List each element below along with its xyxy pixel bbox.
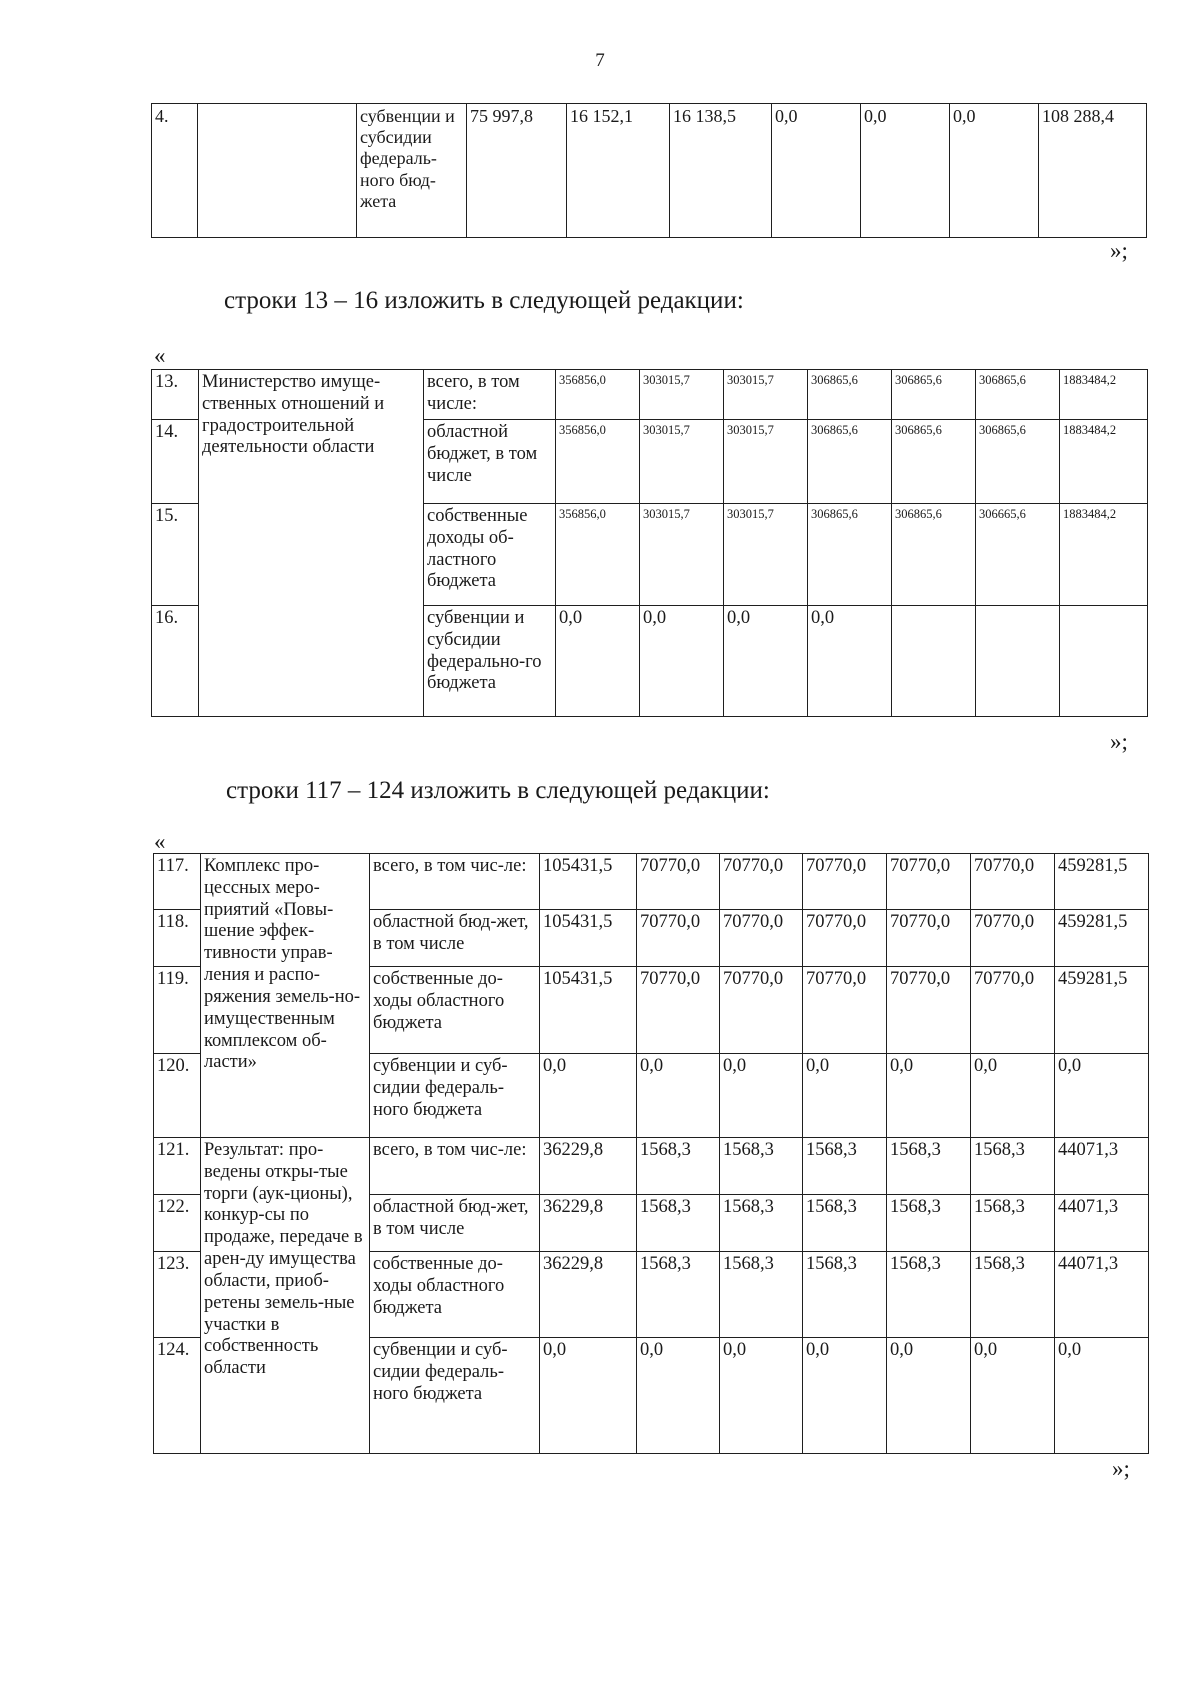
row-number: 16.	[152, 606, 199, 717]
value-cell: 70770,0	[803, 854, 887, 910]
value-cell: 0,0	[637, 1338, 720, 1454]
value-cell: 70770,0	[887, 854, 971, 910]
table-row	[152, 104, 1147, 238]
row-number: 117.	[154, 854, 201, 910]
value-cell: 70770,0	[971, 854, 1055, 910]
value-cell	[976, 606, 1060, 717]
row-source: собственные до-ходы областного бюджета	[370, 967, 540, 1054]
row-number: 121.	[154, 1138, 201, 1195]
closing-quote: »;	[1110, 729, 1128, 754]
value-cell: 70770,0	[971, 910, 1055, 967]
value-cell: 356856,0	[556, 420, 640, 504]
row-number: 14.	[152, 420, 199, 504]
value-cell: 70770,0	[720, 854, 803, 910]
table-row	[154, 1138, 1149, 1195]
row-number: 120.	[154, 1054, 201, 1138]
value-cell: 0,0	[720, 1338, 803, 1454]
value-cell: 70770,0	[971, 967, 1055, 1054]
value-cell: 0,0	[971, 1338, 1055, 1454]
page-number: 7	[595, 50, 605, 71]
value-cell: 303015,7	[640, 504, 724, 606]
opening-quote: «	[154, 343, 166, 368]
value-cell: 306865,6	[976, 420, 1060, 504]
value-cell: 0,0	[950, 104, 1039, 238]
value-cell: 1568,3	[887, 1138, 971, 1195]
row-number: 119.	[154, 967, 201, 1054]
value-cell: 0,0	[887, 1054, 971, 1138]
value-cell: 70770,0	[720, 967, 803, 1054]
row-number: 13.	[152, 370, 199, 420]
value-cell: 303015,7	[724, 420, 808, 504]
value-cell: 1883484,2	[1060, 370, 1148, 420]
row-name: Результат: про-ведены откры-тые торги (аук-ционы), конкур-сы по продаже, передаче в арен-ду имущества области, приоб-ретены земель-ные участки в собственность области	[201, 1138, 370, 1454]
closing-quote: »;	[1112, 1456, 1130, 1481]
value-cell: 1568,3	[971, 1195, 1055, 1252]
value-cell: 1568,3	[803, 1195, 887, 1252]
value-cell: 1568,3	[637, 1252, 720, 1338]
row-name	[198, 104, 357, 238]
value-cell: 0,0	[556, 606, 640, 717]
value-cell: 1883484,2	[1060, 504, 1148, 606]
value-cell: 0,0	[640, 606, 724, 717]
row-source: собственные доходы об-ластного бюджета	[424, 504, 556, 606]
row-number: 15.	[152, 504, 199, 606]
value-cell: 1568,3	[971, 1138, 1055, 1195]
row-number: 122.	[154, 1195, 201, 1252]
value-cell: 1568,3	[803, 1138, 887, 1195]
value-cell: 303015,7	[724, 504, 808, 606]
table-rows-117-124	[153, 853, 1149, 1454]
value-cell: 0,0	[720, 1054, 803, 1138]
value-cell: 0,0	[540, 1054, 637, 1138]
value-cell: 306865,6	[808, 504, 892, 606]
value-cell: 0,0	[1055, 1054, 1149, 1138]
value-cell: 303015,7	[640, 420, 724, 504]
row-number: 4.	[152, 104, 198, 238]
row-source: всего, в том числе:	[424, 370, 556, 420]
value-cell: 459281,5	[1055, 910, 1149, 967]
value-cell: 1568,3	[803, 1252, 887, 1338]
value-cell	[1060, 606, 1148, 717]
value-cell: 306865,6	[892, 370, 976, 420]
value-cell: 0,0	[1055, 1338, 1149, 1454]
row-source: субвенции и субсидии федераль-ного бюд-жета	[357, 104, 467, 238]
value-cell: 0,0	[772, 104, 861, 238]
value-cell: 1568,3	[637, 1138, 720, 1195]
value-cell: 0,0	[861, 104, 950, 238]
table-top-fragment	[151, 103, 1147, 238]
row-name: Комплекс про-цессных меро-приятий «Повы-шение эффек-тивности управ-ления и распо-ряжения земель-но-имущественным комплексом об-ласти»	[201, 854, 370, 1138]
row-number: 123.	[154, 1252, 201, 1338]
row-number: 124.	[154, 1338, 201, 1454]
section-heading: строки 13 – 16 изложить в следующей редакции:	[224, 287, 744, 314]
opening-quote: «	[154, 829, 166, 854]
value-cell: 0,0	[724, 606, 808, 717]
value-cell: 0,0	[808, 606, 892, 717]
value-cell: 44071,3	[1055, 1252, 1149, 1338]
value-cell: 70770,0	[637, 854, 720, 910]
value-cell: 70770,0	[887, 910, 971, 967]
value-cell: 306665,6	[976, 504, 1060, 606]
value-cell: 70770,0	[803, 910, 887, 967]
value-cell: 36229,8	[540, 1138, 637, 1195]
closing-quote: »;	[1110, 238, 1128, 263]
value-cell	[892, 606, 976, 717]
value-cell: 0,0	[887, 1338, 971, 1454]
value-cell: 306865,6	[808, 420, 892, 504]
value-cell: 1568,3	[637, 1195, 720, 1252]
value-cell: 0,0	[540, 1338, 637, 1454]
row-source: субвенции и суб-сидии федераль-ного бюджета	[370, 1054, 540, 1138]
row-source: областной бюджет, в том числе	[424, 420, 556, 504]
table-rows-13-16	[151, 369, 1148, 717]
value-cell: 70770,0	[887, 967, 971, 1054]
row-source: всего, в том чис-ле:	[370, 854, 540, 910]
value-cell: 1568,3	[720, 1138, 803, 1195]
value-cell: 0,0	[637, 1054, 720, 1138]
value-cell: 44071,3	[1055, 1138, 1149, 1195]
value-cell: 306865,6	[808, 370, 892, 420]
row-source: собственные до-ходы областного бюджета	[370, 1252, 540, 1338]
value-cell: 36229,8	[540, 1195, 637, 1252]
row-source: областной бюд-жет, в том числе	[370, 910, 540, 967]
row-source: всего, в том чис-ле:	[370, 1138, 540, 1195]
value-cell: 44071,3	[1055, 1195, 1149, 1252]
table-row	[154, 854, 1149, 910]
value-cell: 70770,0	[720, 910, 803, 967]
value-cell: 0,0	[803, 1054, 887, 1138]
table-row	[152, 370, 1148, 420]
value-cell: 459281,5	[1055, 854, 1149, 910]
section-heading: строки 117 – 124 изложить в следующей редакции:	[226, 777, 770, 804]
value-cell: 303015,7	[724, 370, 808, 420]
value-cell: 0,0	[971, 1054, 1055, 1138]
value-cell: 16 152,1	[567, 104, 670, 238]
value-cell: 1568,3	[887, 1195, 971, 1252]
value-cell: 108 288,4	[1039, 104, 1147, 238]
row-source: субвенции и субсидии федерально-го бюджета	[424, 606, 556, 717]
value-cell: 306865,6	[892, 420, 976, 504]
value-cell: 105431,5	[540, 910, 637, 967]
value-cell: 105431,5	[540, 967, 637, 1054]
value-cell: 75 997,8	[467, 104, 567, 238]
value-cell: 70770,0	[637, 967, 720, 1054]
value-cell: 1883484,2	[1060, 420, 1148, 504]
value-cell: 306865,6	[892, 504, 976, 606]
value-cell: 306865,6	[976, 370, 1060, 420]
value-cell: 105431,5	[540, 854, 637, 910]
value-cell: 70770,0	[637, 910, 720, 967]
value-cell: 70770,0	[803, 967, 887, 1054]
value-cell: 356856,0	[556, 370, 640, 420]
value-cell: 356856,0	[556, 504, 640, 606]
value-cell: 303015,7	[640, 370, 724, 420]
value-cell: 1568,3	[720, 1195, 803, 1252]
row-source: областной бюд-жет, в том числе	[370, 1195, 540, 1252]
row-name: Министерство имуще-ственных отношений и градостроительной деятельности области	[199, 370, 424, 717]
value-cell: 1568,3	[887, 1252, 971, 1338]
value-cell: 36229,8	[540, 1252, 637, 1338]
row-source: субвенции и суб-сидии федераль-ного бюджета	[370, 1338, 540, 1454]
row-number: 118.	[154, 910, 201, 967]
value-cell: 1568,3	[720, 1252, 803, 1338]
value-cell: 16 138,5	[670, 104, 772, 238]
value-cell: 1568,3	[971, 1252, 1055, 1338]
value-cell: 0,0	[803, 1338, 887, 1454]
value-cell: 459281,5	[1055, 967, 1149, 1054]
